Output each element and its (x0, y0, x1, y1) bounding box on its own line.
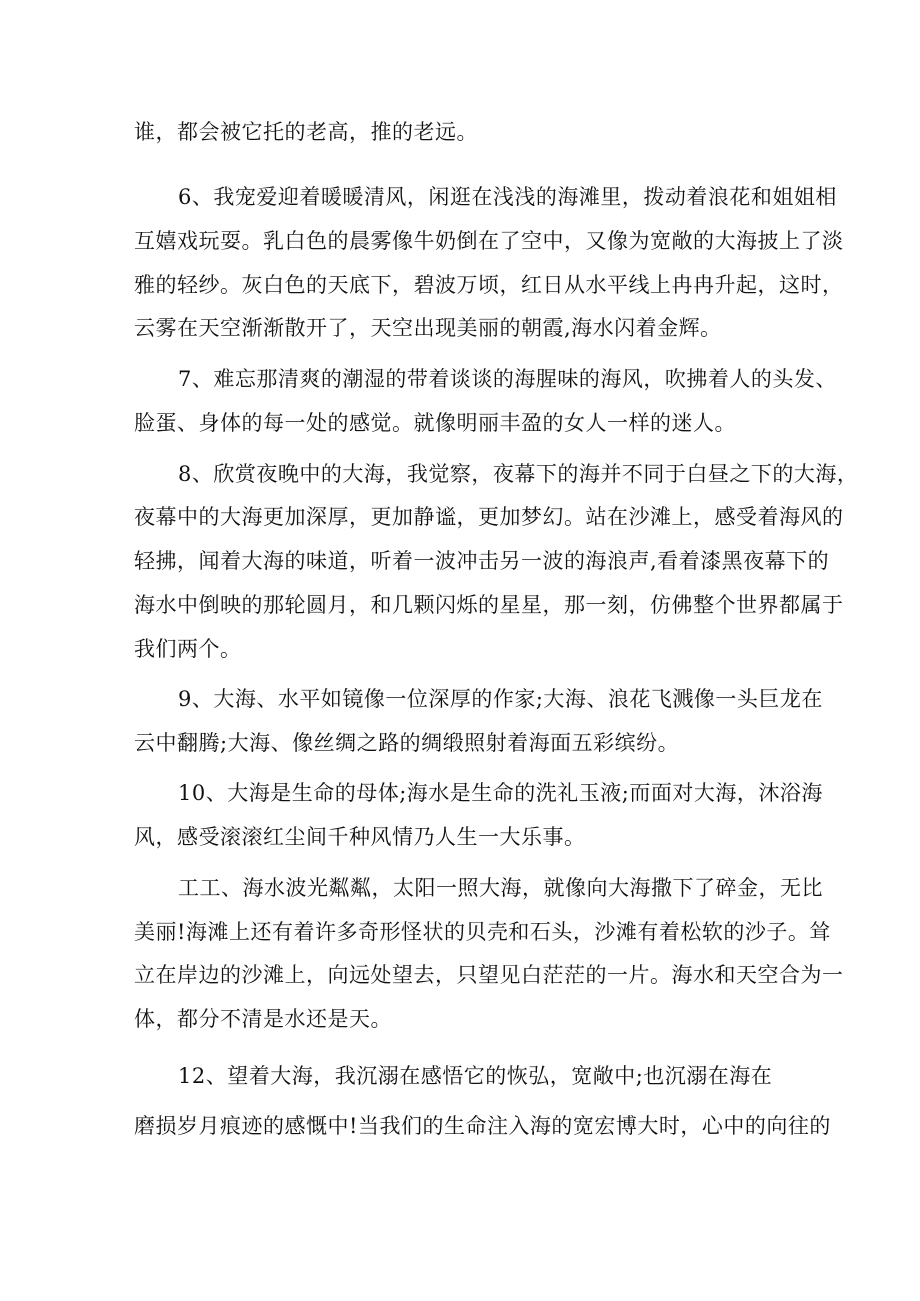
paragraph-11-line-4: 体，都分不清是水还是天。 (134, 1007, 392, 1031)
paragraph-10-line-1: 10、大海是生命的母体;海水是生命的洗礼玉液;而面对大海，沐浴海 (178, 781, 823, 805)
paragraph-9-line-2: 云中翻腾;大海、像丝绸之路的绸缎照射着海面五彩缤纷。 (134, 731, 680, 755)
paragraph-12-line-1: 12、望着大海，我沉溺在感悟它的恢弘，宽敞中;也沉溺在海在 (178, 1064, 773, 1088)
paragraph-8-line-5: 我们两个。 (134, 637, 242, 661)
paragraph-8-line-3: 轻拂，闻着大海的味道，听着一波冲击另一波的海浪声,看着漆黑夜幕下的 (134, 549, 830, 573)
paragraph-7-line-2: 脸蛋、身体的每一处的感觉。就像明丽丰盈的女人一样的迷人。 (134, 411, 736, 435)
paragraph-6-line-4: 云雾在天空渐渐散开了，天空出现美丽的朝霞,海水闪着金辉。 (134, 316, 722, 340)
paragraph-12-line-2: 磨损岁月痕迹的感慨中!当我们的生命注入海的宽宏博大时，心中的向往的 (134, 1114, 831, 1138)
paragraph-6-line-1: 6、我宠爱迎着暖暖清风，闲逛在浅浅的海滩里，拨动着浪花和姐姐相 (178, 185, 837, 209)
paragraph-9-line-1: 9、大海、水平如镜像一位深厚的作家;大海、浪花飞溅像一头巨龙在 (178, 687, 823, 711)
paragraph-11-line-2: 美丽!海滩上还有着许多奇形怪状的贝壳和石头，沙滩有着松软的沙子。耸 (134, 920, 831, 944)
paragraph-8-line-1: 8、欣赏夜晚中的大海，我觉察，夜幕下的海并不同于白昼之下的大海， (178, 462, 859, 486)
paragraph-7-line-1: 7、难忘那清爽的潮湿的带着谈谈的海腥味的海风，吹拂着人的头发、 (178, 367, 837, 391)
paragraph-11-line-3: 立在岸边的沙滩上，向远处望去，只望见白茫茫的一片。海水和天空合为一 (134, 963, 844, 987)
text-line: 谁，都会被它托的老高，推的老远。 (134, 120, 478, 144)
paragraph-10-line-2: 风，感受滚滚红尘间千种风情乃人生一大乐事。 (134, 825, 586, 849)
paragraph-8-line-2: 夜幕中的大海更加深厚，更加静谧，更加梦幻。站在沙滩上，感受着海风的 (134, 505, 844, 529)
paragraph-11-line-1: 工工、海水波光粼粼，太阳一照大海，就像向大海撒下了碎金，无比 (178, 876, 823, 900)
paragraph-6-line-3: 雅的轻纱。灰白色的天底下，碧波万顷，红日从水平线上冉冉升起，这时， (134, 273, 844, 297)
paragraph-6-line-2: 互嬉戏玩耍。乳白色的晨雾像牛奶倒在了空中，又像为宽敞的大海披上了淡 (134, 229, 844, 253)
paragraph-8-line-4: 海水中倒映的那轮圆月，和几颗闪烁的星星，那一刻，仿佛整个世界都属于 (134, 593, 844, 617)
